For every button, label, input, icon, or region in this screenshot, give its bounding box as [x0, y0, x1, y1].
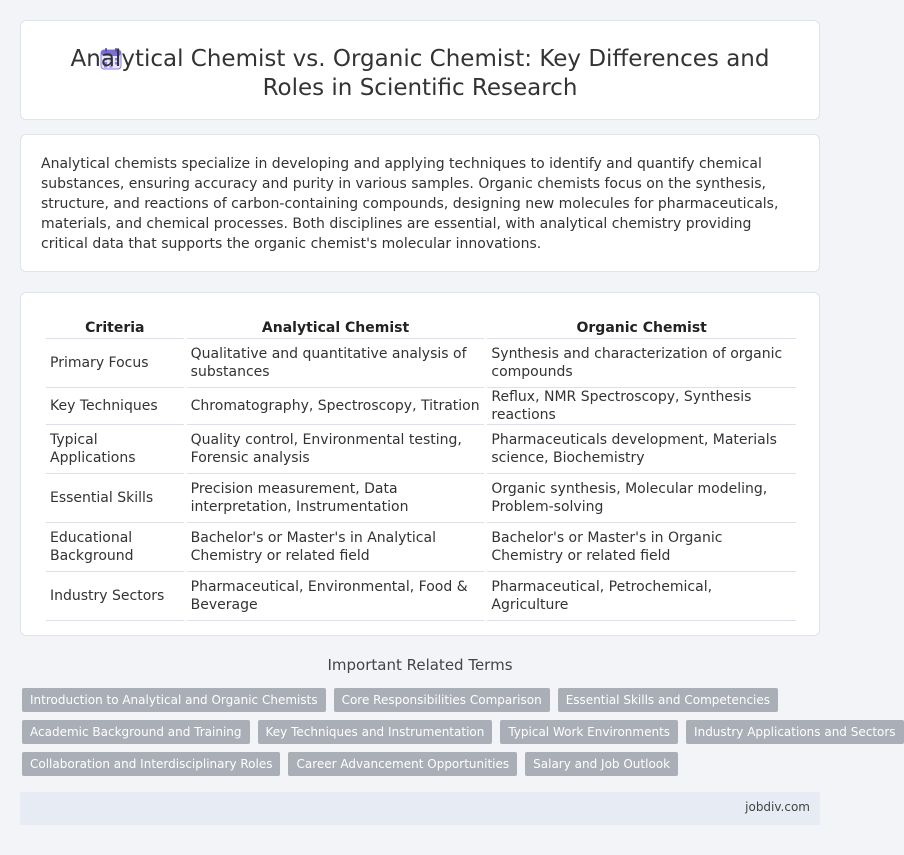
organic-cell: Reflux, NMR Spectroscopy, Synthesis reactions: [487, 388, 796, 425]
header-organic-chemist: Organic Chemist: [487, 315, 796, 339]
organic-cell: Organic synthesis, Molecular modeling, Problem-solving: [487, 474, 796, 523]
related-tag[interactable]: Introduction to Analytical and Organic Chemists: [22, 688, 326, 712]
table-row: [46, 572, 796, 621]
organic-cell: Bachelor's or Master's in Organic Chemistry or related field: [487, 523, 796, 572]
related-tag[interactable]: Academic Background and Training: [22, 720, 250, 744]
intro-card: [20, 134, 820, 272]
related-tag[interactable]: Collaboration and Interdisciplinary Roles: [22, 752, 280, 776]
header-analytical-chemist: Analytical Chemist: [187, 315, 485, 339]
organic-cell: Pharmaceuticals development, Materials science, Biochemistry: [487, 425, 796, 474]
row-label: Essential Skills: [46, 474, 184, 523]
header-criteria: Criteria: [46, 315, 184, 339]
table-row: [46, 425, 796, 474]
page-title: Analytical Chemist vs. Organic Chemist: Key Differences and Roles in Scientific Research: [70, 46, 770, 101]
related-tag[interactable]: Typical Work Environments: [500, 720, 678, 744]
row-label: Typical Applications: [46, 425, 184, 474]
related-tag[interactable]: Key Techniques and Instrumentation: [258, 720, 493, 744]
table-row: [46, 523, 796, 572]
analytical-cell: Bachelor's or Master's in Analytical Chemistry or related field: [187, 523, 485, 572]
table-row: [46, 388, 796, 425]
organic-cell: Pharmaceutical, Petrochemical, Agriculture: [487, 572, 796, 621]
footer-bar: [20, 792, 820, 825]
table-row: [46, 474, 796, 523]
row-label: Primary Focus: [46, 339, 184, 388]
related-tag[interactable]: Career Advancement Opportunities: [288, 752, 517, 776]
comparison-table-card: [20, 292, 820, 636]
analytical-cell: Chromatography, Spectroscopy, Titration: [187, 388, 485, 425]
related-tag[interactable]: Essential Skills and Competencies: [558, 688, 778, 712]
row-label: Educational Background: [46, 523, 184, 572]
related-tag[interactable]: Core Responsibilities Comparison: [334, 688, 550, 712]
related-terms-list: [22, 688, 896, 784]
organic-cell: Synthesis and characterization of organic compounds: [487, 339, 796, 388]
related-terms-heading: Important Related Terms: [327, 656, 513, 674]
table-row: [46, 339, 796, 388]
comparison-table: [43, 315, 799, 621]
table-header-row: [46, 315, 796, 339]
analytical-cell: Qualitative and quantitative analysis of substances: [187, 339, 485, 388]
analytical-cell: Pharmaceutical, Environmental, Food & Beverage: [187, 572, 485, 621]
footer-site-name[interactable]: jobdiv.com: [745, 800, 810, 814]
intro-paragraph: Analytical chemists specialize in developing and applying techniques to identify and quantify chemical substances, ensuring accuracy and purity in various samples. Organic chemists focus on the synthesis, structure, and reactions of carbon-containing compounds, designing new molecules for pharmaceuticals, materials, and chemical processes. Both disciplines are essential, with analytical chemistry providing critical data that supports the organic chemist's molecular innovations.: [41, 156, 779, 252]
row-label: Industry Sectors: [46, 572, 184, 621]
analytical-cell: Precision measurement, Data interpretation, Instrumentation: [187, 474, 485, 523]
row-label: Key Techniques: [46, 388, 184, 425]
related-tag[interactable]: Industry Applications and Sectors: [686, 720, 904, 744]
analytical-cell: Quality control, Environmental testing, Forensic analysis: [187, 425, 485, 474]
header-card: [20, 20, 820, 120]
related-tag[interactable]: Salary and Job Outlook: [525, 752, 678, 776]
